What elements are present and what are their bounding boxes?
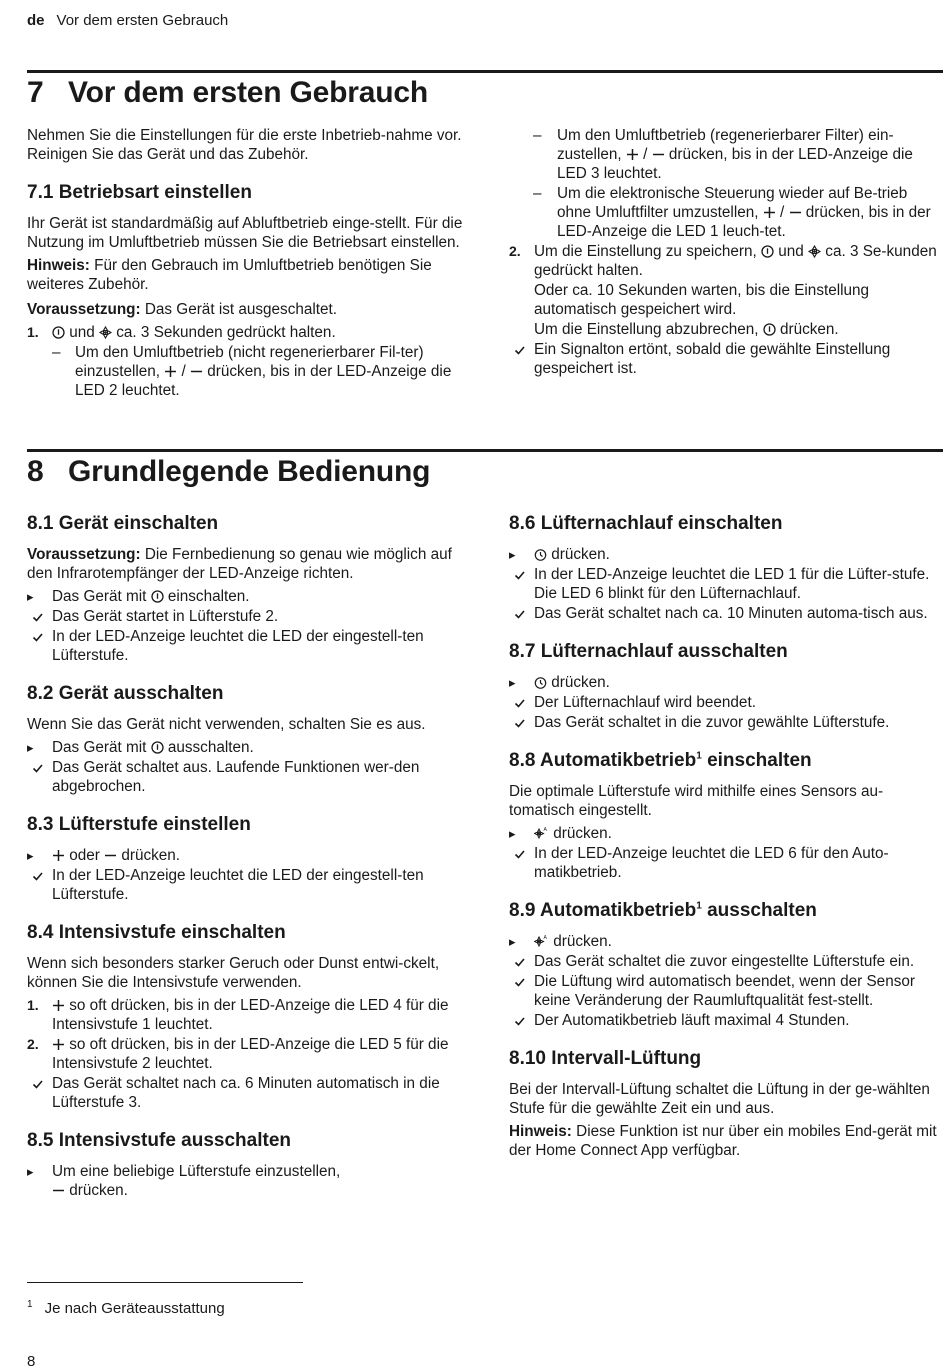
action-arrow-icon: ▸ bbox=[27, 848, 34, 863]
footnote-mark: 1 bbox=[27, 1299, 33, 1310]
check-icon bbox=[509, 340, 531, 359]
section-heading: 8.4 Intensivstufe einschalten bbox=[27, 922, 286, 943]
step-1-text: ca. 3 Sekunden gedrückt halten. bbox=[112, 324, 336, 341]
result bbox=[509, 340, 943, 378]
plus-icon bbox=[164, 365, 177, 378]
step-2 bbox=[27, 1035, 467, 1073]
power-icon bbox=[151, 590, 164, 603]
chapter-number: 8 bbox=[27, 455, 44, 488]
action-arrow-icon: ▸ bbox=[27, 589, 34, 604]
section-8-9 bbox=[509, 900, 943, 1030]
section-8-10 bbox=[509, 1048, 943, 1160]
substep-text-a: Um den Umluftbetrieb (regenerierbarer Filter) ein-zustellen, bbox=[557, 127, 894, 163]
power-icon bbox=[763, 323, 776, 336]
dash-marker: – bbox=[533, 185, 542, 202]
auto-mode-icon bbox=[534, 826, 549, 840]
action-arrow-icon: ▸ bbox=[509, 826, 516, 841]
substep-text-b: drücken, bis in der LED-Anzeige die LED 1 leuch-tet. bbox=[557, 204, 931, 240]
and-text: und bbox=[65, 324, 100, 341]
result-text: Der Automatikbetrieb läuft maximal 4 Stunden. bbox=[534, 1012, 850, 1029]
footnote bbox=[27, 1299, 225, 1317]
action-text-mid: oder bbox=[65, 847, 105, 864]
action-text-b: drücken. bbox=[547, 546, 610, 563]
heading-text-b: ausschalten bbox=[701, 900, 817, 921]
step-2-text-a: Um die Einstellung zu speichern, bbox=[534, 243, 762, 260]
chapter-8-left-column bbox=[27, 513, 467, 1218]
result-text: Das Gerät schaltet in die zuvor gewählte Lüfterstufe. bbox=[534, 714, 890, 731]
step-2 bbox=[509, 242, 943, 280]
action-text-a: Das Gerät mit bbox=[52, 739, 151, 756]
minus-icon bbox=[652, 148, 665, 161]
step-number: 2. bbox=[509, 243, 521, 259]
chapter-7-left-column bbox=[27, 126, 467, 401]
action-arrow-icon: ▸ bbox=[509, 547, 516, 562]
footnote-ref: 1 bbox=[696, 750, 702, 762]
result bbox=[509, 693, 943, 712]
step-number: 1. bbox=[27, 997, 39, 1013]
result bbox=[27, 758, 467, 796]
check-icon bbox=[509, 844, 531, 863]
result bbox=[509, 713, 943, 732]
footnote-text: Je nach Geräteausstattung bbox=[44, 1300, 225, 1317]
action-text-b: drücken. bbox=[549, 825, 612, 842]
section-text: Die optimale Lüfterstufe wird mithilfe eines Sensors au-tomatisch eingestellt. bbox=[509, 783, 884, 819]
action bbox=[27, 846, 467, 865]
result bbox=[509, 565, 943, 603]
slash: / bbox=[177, 363, 191, 380]
action bbox=[27, 1162, 467, 1200]
auto-mode-icon bbox=[534, 934, 549, 948]
section-8-8 bbox=[509, 750, 943, 882]
check-icon bbox=[509, 952, 531, 971]
action-text-b: drücken. bbox=[549, 933, 612, 950]
check-icon bbox=[509, 1011, 531, 1030]
step-1 bbox=[27, 996, 467, 1034]
action bbox=[509, 824, 943, 843]
chapter-rule bbox=[27, 70, 943, 73]
section-8-3 bbox=[27, 814, 467, 904]
check-icon bbox=[509, 604, 531, 623]
section-heading bbox=[509, 750, 943, 772]
fan-icon bbox=[808, 245, 821, 258]
result-text: Das Gerät schaltet nach ca. 6 Minuten automatisch in die Lüfterstufe 3. bbox=[52, 1075, 440, 1111]
action-arrow-icon: ▸ bbox=[509, 675, 516, 690]
action-text-b: ausschalten. bbox=[163, 739, 254, 756]
action-arrow-icon: ▸ bbox=[27, 1164, 34, 1179]
minus-icon bbox=[52, 1184, 65, 1197]
slash: / bbox=[638, 146, 652, 163]
hint-label: Hinweis: bbox=[27, 257, 90, 274]
action-text-a: Das Gerät mit bbox=[52, 588, 151, 605]
check-icon bbox=[27, 627, 49, 646]
chapter-title-text: Vor dem ersten Gebrauch bbox=[68, 76, 428, 109]
check-icon bbox=[27, 607, 49, 626]
step-2-cancel bbox=[509, 320, 943, 339]
hint bbox=[509, 1122, 943, 1160]
result bbox=[509, 844, 943, 882]
section-heading: 8.5 Intensivstufe ausschalten bbox=[27, 1130, 291, 1151]
hint bbox=[27, 256, 467, 294]
step-text: so oft drücken, bis in der LED-Anzeige die LED 5 für die Intensivstufe 2 leuchtet. bbox=[52, 1036, 449, 1072]
hint-label: Hinweis: bbox=[509, 1123, 572, 1140]
result-text: Das Gerät schaltet aus. Laufende Funktionen wer-den abgebrochen. bbox=[52, 759, 420, 795]
result-text: In der LED-Anzeige leuchtet die LED der eingestell-ten Lüfterstufe. bbox=[52, 867, 424, 903]
prereq-label: Voraussetzung: bbox=[27, 546, 141, 563]
section-8-6 bbox=[509, 513, 943, 623]
check-icon bbox=[509, 713, 531, 732]
section-heading: 8.6 Lüfternachlauf einschalten bbox=[509, 513, 783, 534]
result-text: In der LED-Anzeige leuchtet die LED der eingestell-ten Lüfterstufe. bbox=[52, 628, 424, 664]
step-number: 2. bbox=[27, 1036, 39, 1052]
prereq-label: Voraussetzung: bbox=[27, 301, 141, 318]
chapter-8-right-column bbox=[509, 513, 943, 1178]
prerequisite bbox=[27, 300, 467, 319]
hint-text: Diese Funktion ist nur über ein mobiles End-gerät mit der Home Connect App verfügbar. bbox=[509, 1123, 937, 1159]
hint-text: Für den Gebrauch im Umluftbetrieb benötigen Sie weiteres Zubehör. bbox=[27, 257, 432, 293]
plus-icon bbox=[763, 206, 776, 219]
page-number: 8 bbox=[27, 1353, 36, 1370]
dash-marker: – bbox=[52, 344, 61, 361]
heading-text-b: einschalten bbox=[701, 750, 812, 771]
section-8-7 bbox=[509, 641, 943, 732]
action-text-b: drücken. bbox=[547, 674, 610, 691]
chapter-title-text: Grundlegende Bedienung bbox=[68, 455, 431, 488]
cancel-text-b: drücken. bbox=[775, 321, 839, 338]
footnote-ref: 1 bbox=[696, 900, 702, 912]
substep-1 bbox=[27, 343, 467, 400]
running-header bbox=[27, 12, 228, 29]
section-heading: 8.7 Lüfternachlauf ausschalten bbox=[509, 641, 788, 662]
minus-icon bbox=[190, 365, 203, 378]
section-heading: 8.2 Gerät ausschalten bbox=[27, 683, 224, 704]
plus-icon bbox=[52, 999, 65, 1012]
plus-icon bbox=[52, 849, 65, 862]
section-text: Bei der Intervall-Lüftung schaltet die Lüftung in der ge-wählten Stufe für die gewählte Zeit ein und aus. bbox=[509, 1081, 930, 1117]
heading-text-a: 8.9 Automatikbetrieb bbox=[509, 900, 697, 921]
check-icon bbox=[509, 693, 531, 712]
result-text: Der Lüfternachlauf wird beendet. bbox=[534, 694, 756, 711]
intro-text: Nehmen Sie die Einstellungen für die erste Inbetrieb-nahme vor. Reinigen Sie das Gerät und das Zubehör. bbox=[27, 127, 462, 163]
result bbox=[27, 1074, 467, 1112]
result bbox=[509, 972, 943, 1010]
chapter-number: 7 bbox=[27, 76, 44, 109]
result-text: Ein Signalton ertönt, sobald die gewählte Einstellung gespeichert ist. bbox=[534, 341, 891, 377]
timer-icon bbox=[534, 548, 547, 561]
section-text: Wenn sich besonders starker Geruch oder Dunst entwi-ckelt, können Sie die Intensivstufe verwenden. bbox=[27, 955, 440, 991]
action bbox=[509, 932, 943, 951]
result-text: Das Gerät schaltet die zuvor eingestellte Lüfterstufe ein. bbox=[534, 953, 915, 970]
section-heading: 8.10 Intervall-Lüftung bbox=[509, 1048, 702, 1069]
result-text: In der LED-Anzeige leuchtet die LED 6 für den Auto-matikbetrieb. bbox=[534, 845, 889, 881]
svg-text:A: A bbox=[543, 827, 547, 833]
action-text-a: Um eine beliebige Lüfterstufe einzustellen, bbox=[52, 1163, 341, 1180]
check-icon bbox=[509, 972, 531, 991]
action-text-b: drücken. bbox=[117, 847, 181, 864]
substep-text-a: Um die elektronische Steuerung wieder auf Be-trieb ohne Umluftfilter umzustellen, bbox=[557, 185, 908, 221]
substep-text-b: drücken, bis in der LED-Anzeige die LED 2 leuchtet. bbox=[75, 363, 452, 399]
step-text: so oft drücken, bis in der LED-Anzeige die LED 4 für die Intensivstufe 1 leuchtet. bbox=[52, 997, 449, 1033]
minus-icon bbox=[104, 849, 117, 862]
section-8-1 bbox=[27, 513, 467, 665]
result-text: Das Gerät schaltet nach ca. 10 Minuten automa-tisch aus. bbox=[534, 605, 928, 622]
substep-text-b: drücken, bis in der LED-Anzeige die LED 3 leuchtet. bbox=[557, 146, 913, 182]
step-number: 1. bbox=[27, 324, 39, 340]
result-text: In der LED-Anzeige leuchtet die LED 1 für die Lüfter-stufe. Die LED 6 blinkt für den Lüfternachlauf. bbox=[534, 566, 930, 602]
check-icon bbox=[27, 758, 49, 777]
chapter-7-right-column bbox=[509, 126, 943, 379]
cancel-text-a: Um die Einstellung abzubrechen, bbox=[534, 321, 763, 338]
dash-marker: – bbox=[533, 127, 542, 144]
result bbox=[509, 604, 943, 623]
plus-icon bbox=[626, 148, 639, 161]
check-icon bbox=[509, 565, 531, 584]
footnote-rule bbox=[27, 1282, 303, 1283]
section-8-2 bbox=[27, 683, 467, 796]
step-2-text-b: ca. 3 Se-kunden gedrückt halten. bbox=[534, 243, 937, 279]
plus-icon bbox=[52, 1038, 65, 1051]
action bbox=[509, 545, 943, 564]
result-text: Die Lüftung wird automatisch beendet, wenn der Sensor keine Veränderung der Raumluftqualität fest-stellt. bbox=[534, 973, 915, 1009]
step-2-alternative: Oder ca. 10 Sekunden warten, bis die Einstellung automatisch gespeichert wird. bbox=[534, 282, 870, 318]
section-8-4 bbox=[27, 922, 467, 1112]
substep-2 bbox=[509, 126, 943, 183]
section-7-1-heading: 7.1 Betriebsart einstellen bbox=[27, 182, 252, 203]
chapter-7-title bbox=[27, 76, 428, 110]
result bbox=[27, 866, 467, 904]
section-8-5 bbox=[27, 1130, 467, 1200]
header-title: Vor dem ersten Gebrauch bbox=[56, 12, 229, 29]
prerequisite bbox=[27, 545, 467, 583]
action bbox=[27, 738, 467, 757]
result bbox=[27, 627, 467, 665]
action bbox=[27, 587, 467, 606]
timer-icon bbox=[534, 676, 547, 689]
action-arrow-icon: ▸ bbox=[509, 934, 516, 949]
svg-text:A: A bbox=[543, 935, 547, 941]
result bbox=[509, 1011, 943, 1030]
fan-icon bbox=[99, 326, 112, 339]
section-heading bbox=[509, 900, 943, 922]
prereq-text: Das Gerät ist ausgeschaltet. bbox=[140, 301, 338, 318]
section-heading: 8.3 Lüfterstufe einstellen bbox=[27, 814, 251, 835]
slash: / bbox=[775, 204, 789, 221]
chapter-rule bbox=[27, 449, 943, 452]
power-icon bbox=[761, 245, 774, 258]
action bbox=[509, 673, 943, 692]
and-text: und bbox=[774, 243, 809, 260]
action-arrow-icon: ▸ bbox=[27, 740, 34, 755]
power-icon bbox=[151, 741, 164, 754]
section-text: Wenn Sie das Gerät nicht verwenden, schalten Sie es aus. bbox=[27, 716, 426, 733]
substep-3 bbox=[509, 184, 943, 241]
prereq-text: Die Fernbedienung so genau wie möglich auf den Infrarotempfänger der LED-Anzeige richten. bbox=[27, 546, 452, 582]
substep-text-a: Um den Umluftbetrieb (nicht regenerierbarer Fil-ter) einzustellen, bbox=[75, 344, 424, 380]
check-icon bbox=[27, 866, 49, 885]
result bbox=[509, 952, 943, 971]
result bbox=[27, 607, 467, 626]
check-icon bbox=[27, 1074, 49, 1093]
action-text-b: drücken. bbox=[65, 1182, 128, 1199]
chapter-8-title bbox=[27, 455, 430, 489]
minus-icon bbox=[789, 206, 802, 219]
action-text-b: einschalten. bbox=[163, 588, 250, 605]
step-1 bbox=[27, 323, 467, 342]
language-code: de bbox=[27, 12, 45, 29]
section-heading: 8.1 Gerät einschalten bbox=[27, 513, 219, 534]
heading-text-a: 8.8 Automatikbetrieb bbox=[509, 750, 697, 771]
result-text: Das Gerät startet in Lüfterstufe 2. bbox=[52, 608, 279, 625]
section-7-1-text: Ihr Gerät ist standardmäßig auf Abluftbetrieb einge-stellt. Für die Nutzung im Umluftbetrieb müssen Sie die Betriebsart einstellen. bbox=[27, 215, 463, 251]
power-icon bbox=[52, 326, 65, 339]
